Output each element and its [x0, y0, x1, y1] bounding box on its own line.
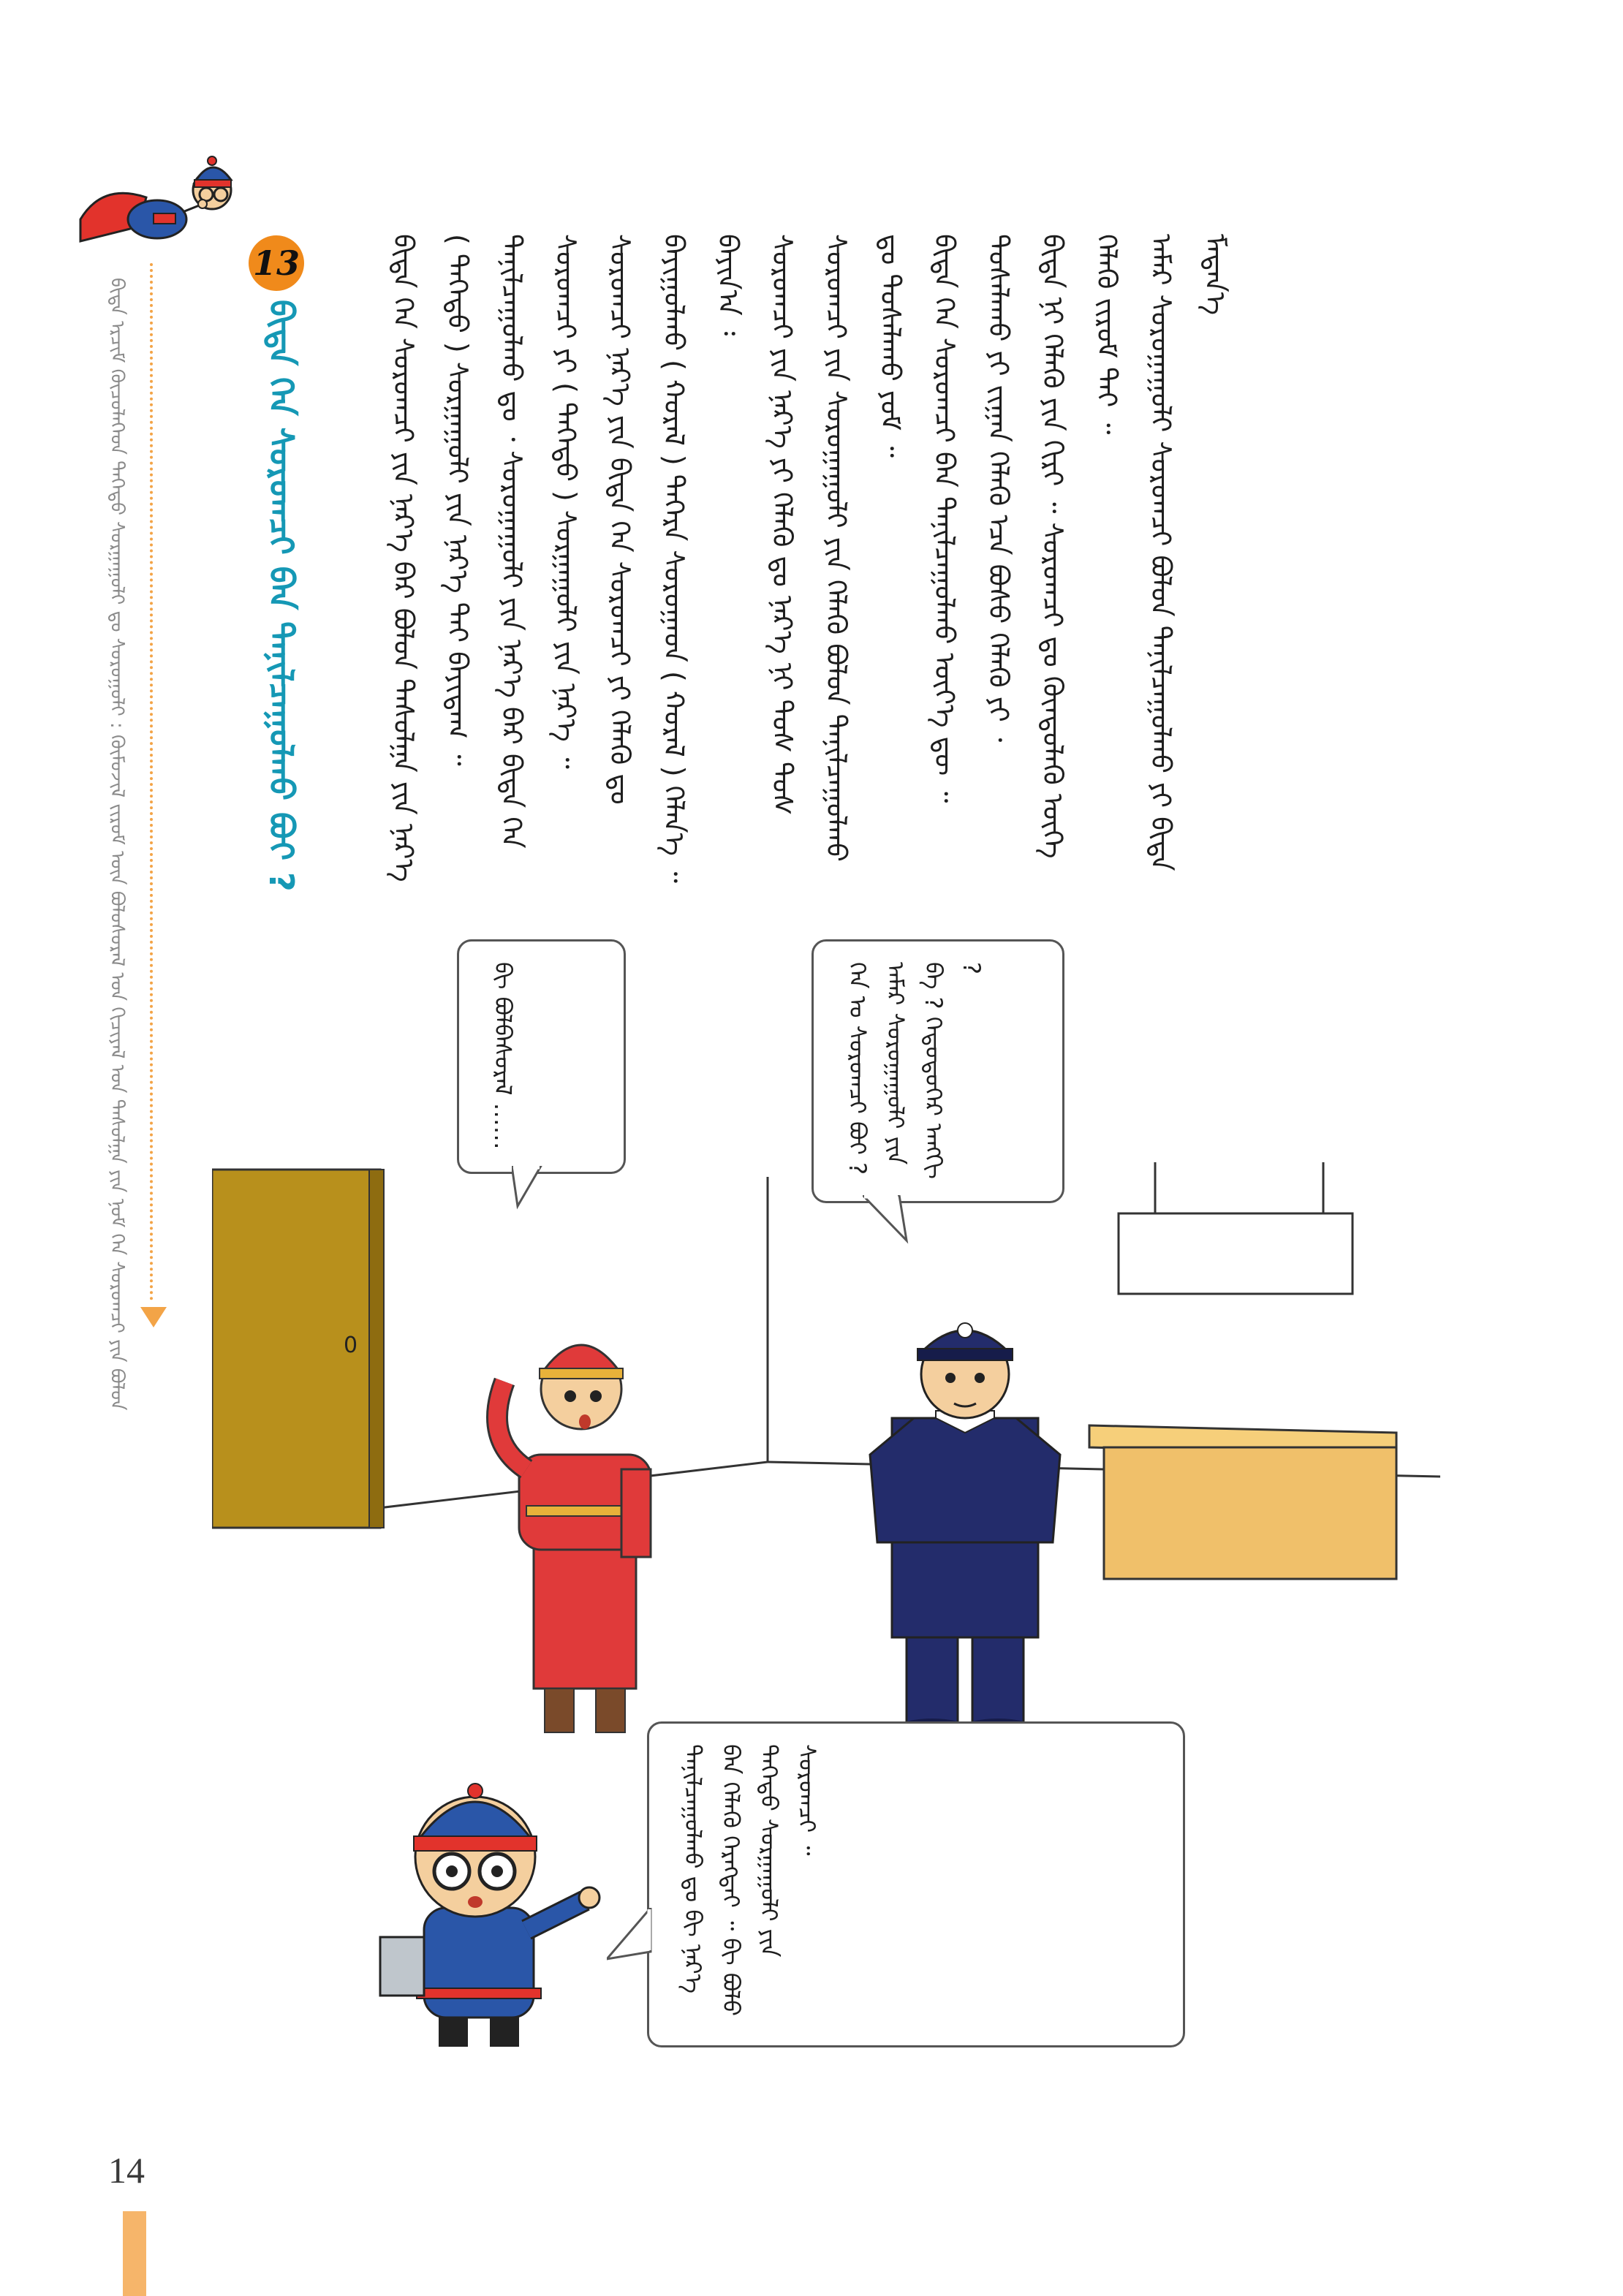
bubble-text-student: ᠪᠢ ᠪᠣᠯᠪᠠᠰᠤᠷᠠᠯ ……	[489, 962, 517, 1150]
speech-bubble-guard	[812, 939, 1064, 1203]
body-paragraph: ᠰᠤᠷᠤᠭᠴᠢ ᠶᠢᠨ ᠨᠡᠷ᠎ᠡ ᠶᠢ ᠬᠡᠯᠡᠬᠦ ᠳᠤ ᠨᠡᠷ᠎ᠡ ᠨᠢ ᠲᠤᠰ ᠲᠤᠰ ᠰᠤᠷᠤᠭᠴᠢ ᠶᠢᠨ ᠰᠤᠷᠤᠭᠠᠭᠤᠯᠢ ᠶᠢᠨ ᠬᠡᠯᠡᠬᠦ ᠪᠣᠯᠤᠨ ᠲᠠᠨᠢᠯᠴᠠᠭᠤᠯᠬᠤ ᠳᠤ ᠳᠤᠰᠠᠯᠠᠬᠤ ᠶᠤᠮ ᠃	[766, 234, 907, 862]
body-paragraph: ᠪᠢᠳᠡ ᠬᠡᠨ ᠰᠤᠷᠤᠭᠴᠢ ᠪᠡᠨ ᠲᠠᠨᠢᠯᠴᠠᠭᠤᠯᠬᠤ ᠦᠶ᠎ᠡ ᠳᠦ ᠃ ᠲᠤᠰᠠᠯᠠᠬᠤ ᠶᠢ ᠵᠢᠭᠠᠨ ᠬᠡᠯᠡᠬᠦ ᠡᠴᠡ ᠪᠤᠰᠤ ᠬᠡᠯᠡᠬᠦ ᠶᠢ ᠂	[928, 234, 1015, 803]
flying-mascot-illustration	[66, 132, 234, 278]
guard-character	[870, 1323, 1060, 1739]
speech-bubble-narrator	[647, 1721, 1185, 2047]
speech-bubble-student	[457, 939, 626, 1174]
mascot-boy-illustration	[373, 1769, 607, 2061]
svg-text:0: 0	[344, 1333, 358, 1358]
student-character	[497, 1345, 651, 1732]
comic-scene-illustration	[212, 1133, 1440, 1762]
body-paragraph: ᠲᠠᠨᠢᠯᠴᠠᠭᠤᠯᠬᠤ ᠳᠤ ᠂ ᠰᠤᠷᠤᠭᠠᠭᠤᠯᠢ ᠶᠢᠨ ᠨᠡᠷ᠎ᠡ ᠪᠡᠷ ᠪᠢᠳᠡ ᠬᠡᠨ ᠰᠤᠷᠤᠭᠴᠢ ᠶᠢ ( ᠳᠡᠭᠡᠳᠦ ) ᠰᠤᠷᠭᠠᠭᠤᠯᠢ ᠶᠢᠨ ᠨᠡᠷ᠎ᠡ ᠃	[496, 234, 582, 849]
body-paragraph: ᠰᠤᠷᠤᠭᠴᠢ ᠨᠡᠷ᠎ᠡ ᠶᠢᠨ ᠪᠢᠳᠡ ᠬᠡᠨ ᠰᠤᠷᠤᠭᠴᠢ ᠶᠢ ᠬᠡᠯᠡᠬᠦ ᠳᠤ ᠪᠠᠶᠢᠭᠤᠯᠬᠤ ( ᠬᠤᠷᠠᠯ ) ᠳᠡᠭᠡᠷᠡ ᠰᠤᠷᠤᠭᠠᠳ ( ᠬᠤᠷᠠᠯ ) ᠬᠡᠯᠡᠨ᠎ᠡ ᠃	[604, 234, 690, 883]
rule-arrow-icon	[140, 1307, 167, 1327]
bubble-text-guard: ᠬᠡᠨ ᠤ ᠰᠤᠷᠤᠭᠴᠢ ᠪᠤᠢ ? ᠠᠮᠠᠷ ᠰᠤᠷᠤᠭᠠᠭᠤᠯᠢ ᠶᠢᠨ ᠪᠡ ? ᠬᠡᠳᠦᠳᠦᠭᠡᠷ ᠠᠩᠭᠢ ?	[844, 962, 985, 1179]
body-text	[377, 234, 1243, 892]
bubble-tail-narrator	[607, 1908, 658, 1966]
lesson-number-badge: 13	[249, 235, 304, 291]
bubble-text-narrator: ᠲᠠᠨᠢᠯᠴᠠᠭᠤᠯᠬᠤ ᠳᠤ ᠪᠢ ᠨᠡᠷ᠎ᠡ ᠪᠡᠨ ᠬᠡᠯᠡᠬᠦ ᠬᠡᠷᠡᠭᠲᠡᠢ ᠃ ᠪᠢ ᠪᠣᠯᠤ ᠳᠡᠭᠡᠳᠦ ᠰᠤᠷᠭᠠᠭᠤᠯᠢ ᠶᠢᠨ ᠰᠤᠷᠤᠭᠴᠢ ᠃	[679, 1744, 821, 2017]
body-paragraph: ᠪᠢᠳᠡ ᠨᠢ ᠬᠡᠯᠡᠬᠦ ᠶᠢᠨ ᠬᠢᠷᠢ ᠃ ᠰᠤᠷᠤᠭᠴᠢ ᠳᠤ ᠬᠦᠨᠳᠦᠯᠡᠬᠦ ᠦᠭᠡ ᠬᠡᠯᠡᠬᠦ ᠵᠢᠷᠤᠮ ᠲᠠᠢ ᠃	[1037, 234, 1123, 859]
body-paragraph: ᠪᠢᠳᠡ ᠬᠡᠨ ᠰᠤᠷᠤᠭᠴᠢ ᠶᠢᠨ ᠨᠡᠷ᠎ᠡ ᠪᠡᠷ ᠪᠤᠯᠤᠨ ᠳᠠᠰᠤᠯᠭᠠ ᠶᠢᠨ ᠨᠡᠷ᠎ᠡ ( ᠳᠡᠭᠡᠳᠦ ) ᠰᠤᠷᠭᠠᠭᠤᠯᠢ ᠶᠢᠨ ᠨᠡᠷ᠎ᠡ ᠲᠠᠢ ᠪᠠᠶᠢᠳᠠᠭ ᠃	[387, 234, 474, 882]
body-paragraph: ᠪᠠᠶᠢᠨ᠎ᠠ ᠄	[712, 234, 744, 336]
running-header: ᠪᠢᠳᠡ ᠡᠷᠴᠢᠮ ᠬᠦᠴᠦᠯᠡᠭᠡᠳ ᠳᠡᠭᠡᠳᠦ ᠰᠤᠷᠭᠠᠭᠤᠯᠢ ᠳᠤ ᠰᠤᠷᠤᠭᠤᠯᠢ : ᠬᠦᠮᠦᠵᠢᠯ ᠵᠢᠷᠤᠮ ᠦᠨ ᠪᠤᠯᠤᠰᠤᠷᠠᠯ ᠤᠨ ᠬᠢᠴᠢᠶᠡᠯ ᠤᠨ ᠳᠠᠰᠤᠯᠭᠠ ᠶᠢᠨ ᠨᠣᠮ ᠬᠡᠨ ᠰᠤᠷᠤᠭᠴᠢ ᠶᠢᠨ ᠪᠣᠯᠤᠨ	[106, 278, 128, 1411]
lesson-title: ᠪᠢᠳᠡ ᠬᠡᠨ ᠰᠤᠷᠤᠭᠴᠢ ᠪᠡᠨ ᠲᠠᠨᠢᠯᠴᠠᠭᠤᠯᠬᠤ ᠪᠤᠢ ?	[262, 300, 301, 892]
dotted-rule	[150, 263, 153, 1301]
page-tab-marker	[123, 2211, 146, 2296]
body-paragraph: ᠠᠮᠠᠷ ᠰᠤᠷᠤᠭᠠᠭᠤᠯᠢ ᠰᠤᠷᠤᠭᠴᠢ ᠪᠣᠯᠤᠨ ᠲᠠᠨᠢᠯᠴᠠᠭᠤᠯᠬᠤ ᠶᠢ ᠪᠢᠳᠡ ᠮᠡᠳᠡᠨ᠎ᠡ	[1145, 234, 1231, 871]
page-number: 14	[108, 2150, 145, 2191]
bubble-tail-guard	[863, 1195, 914, 1246]
bubble-tail-student	[512, 1166, 556, 1210]
